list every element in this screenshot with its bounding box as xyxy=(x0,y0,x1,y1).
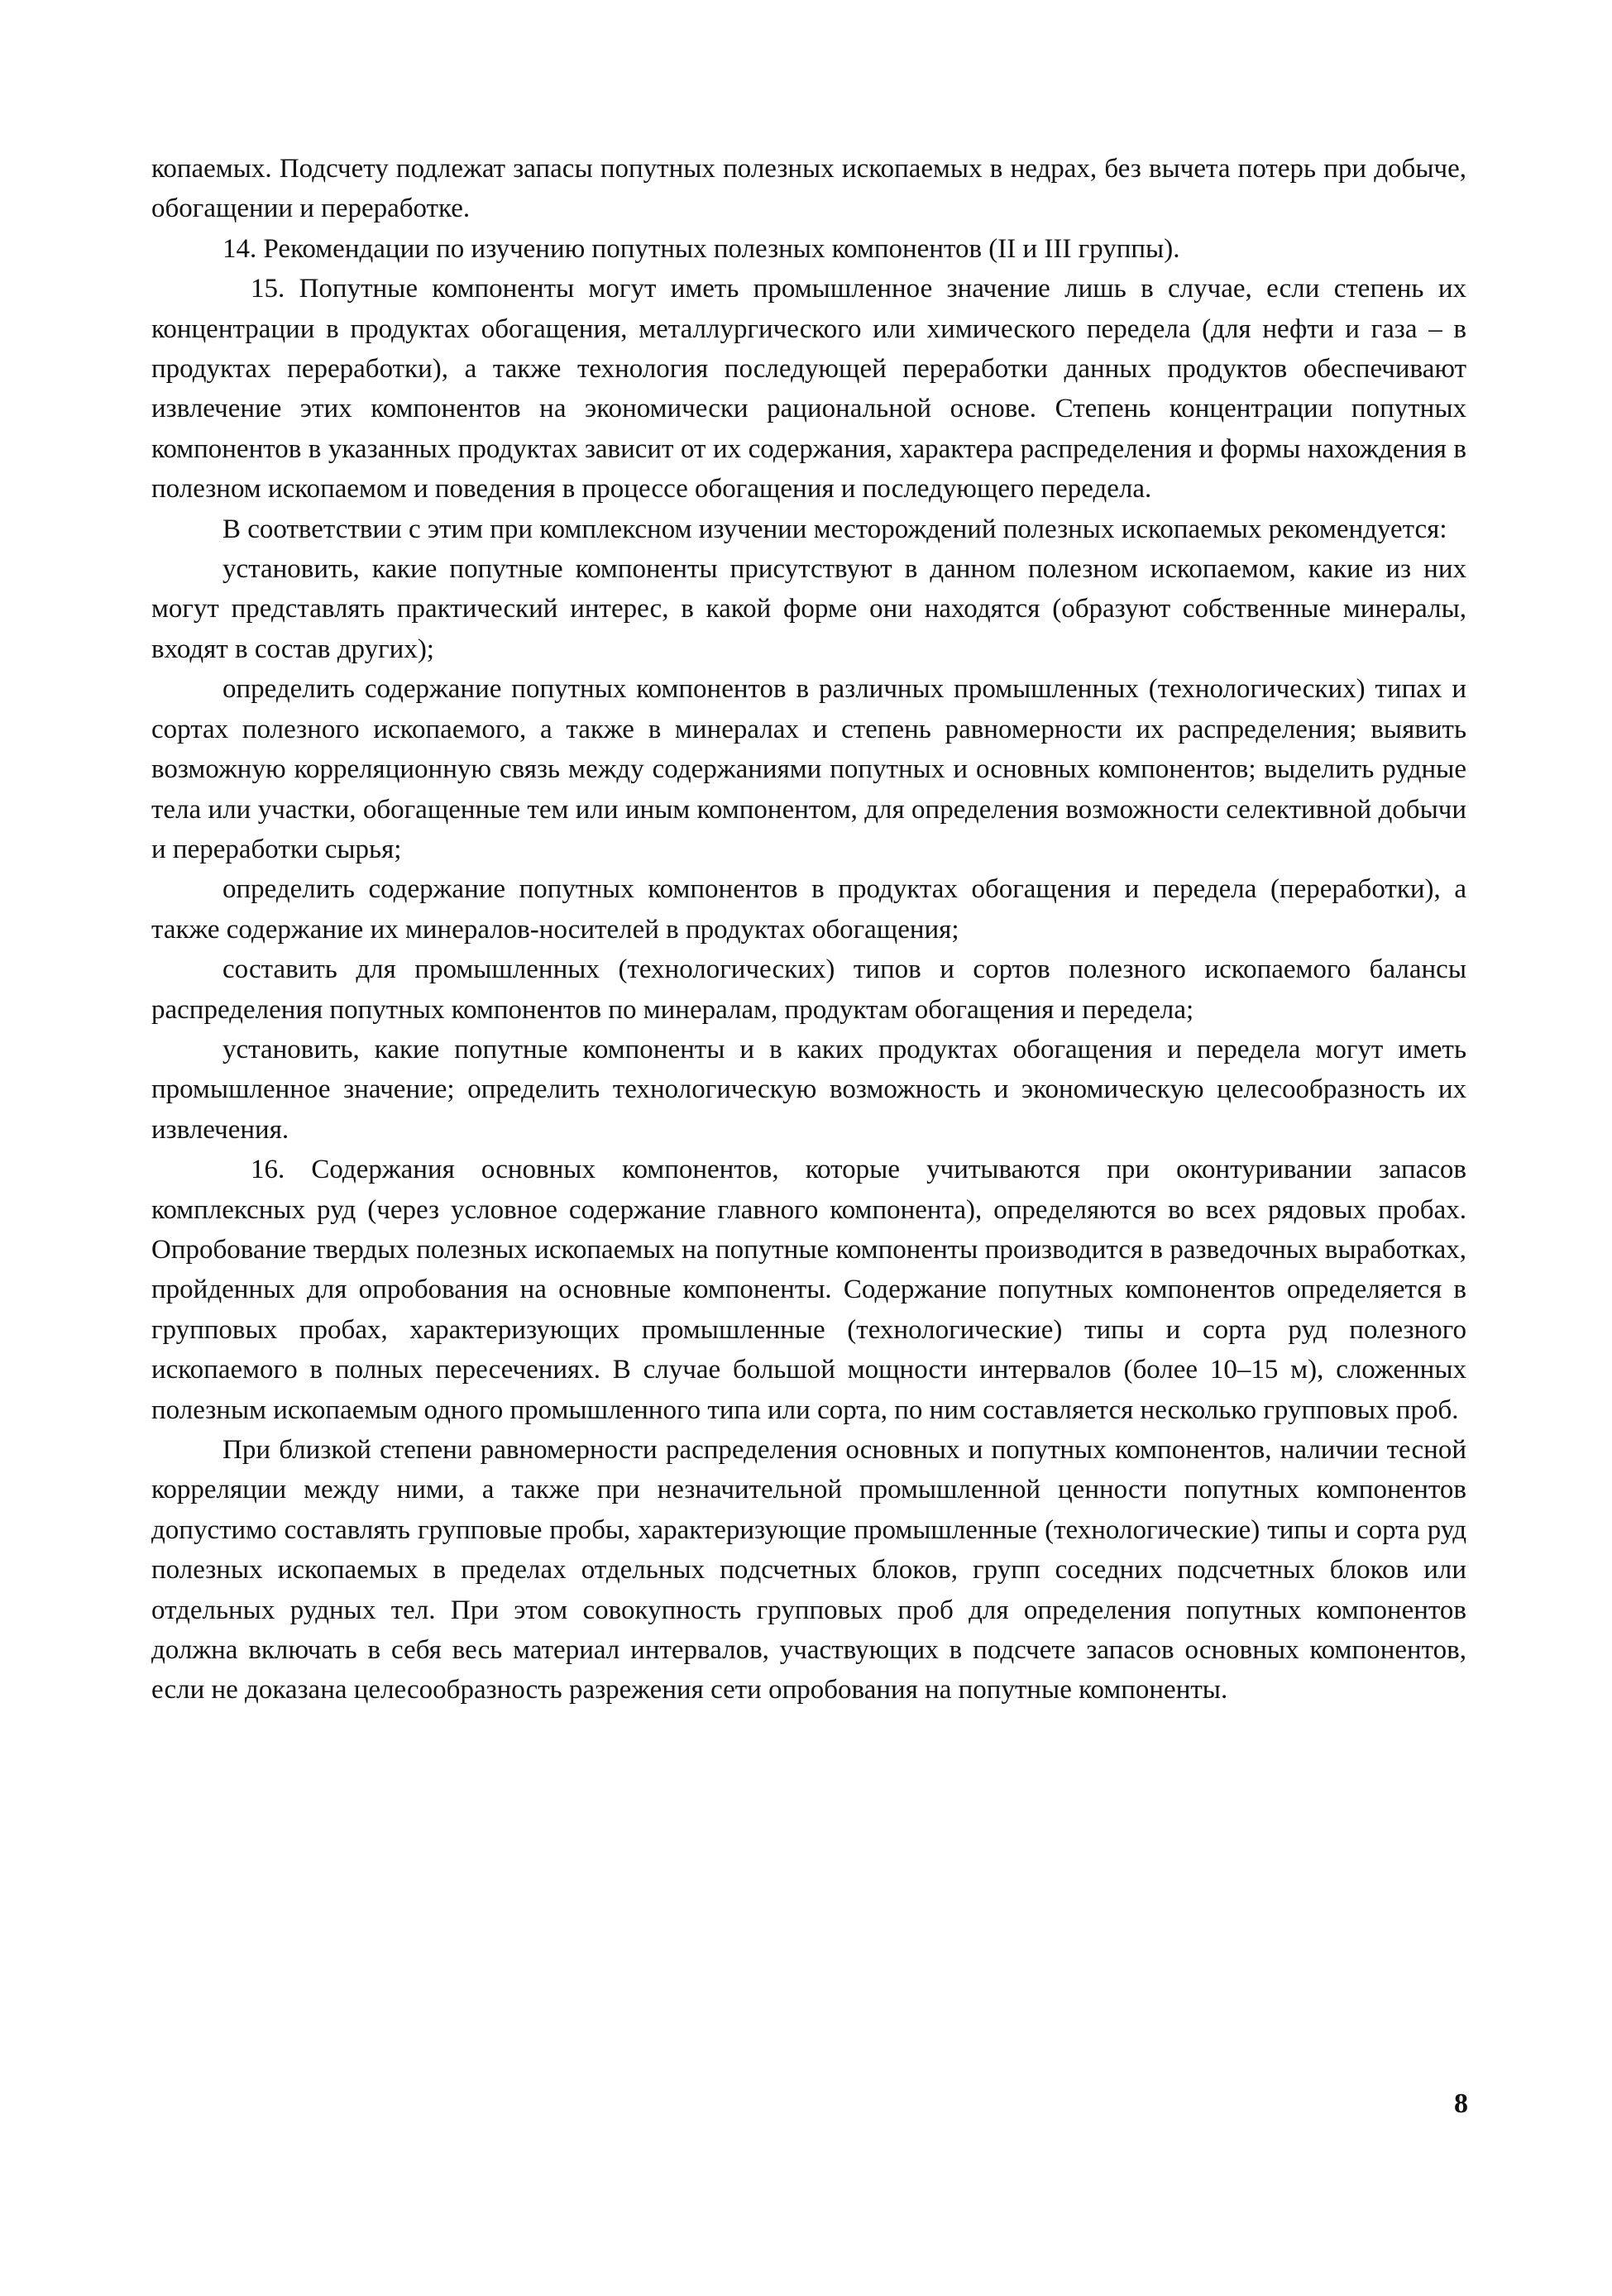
paragraph-section-16: 16. Содержания основных компонентов, которые учитываются при оконтуривании запасов комплексных руд (через условное содержание главного компонента), определяются во всех рядовых пробах. Опробование твердых полезных ископаемых на попутные компоненты производится в разведочных выработках, пройденных для опробования на основные компоненты. Содержание попутных компонентов определяется в групповых пробах, характеризующих промышленные (технологические) типы и сорта руд полезного ископаемого в полных пересечениях. В случае большой мощности интервалов (более 10–15 м), сложенных полезным ископаемым одного промышленного типа или сорта, по ним составляется несколько групповых проб. xyxy=(151,1155,1466,1425)
paragraph-continuation: копаемых. Подсчету подлежат запасы попутных полезных ископаемых в недрах, без вычета потерь при добыче, обогащении и переработке. xyxy=(151,154,1466,224)
paragraph-item-determine-content-types: определить содержание попутных компонентов в различных промышленных (технологических) типах и сортах полезного ископаемого, а также в минералах и степень равномерности их распределения; выявить возможную корреляционную связь между содержаниями попутных и основных компонентов; выделить рудные тела или участки, обогащенные тем или иным компонентом, для определения возможности селективной добычи и переработки сырья; xyxy=(151,674,1466,864)
paragraph-item-establish-significance: установить, какие попутные компоненты и в каких продуктах обогащения и передела могут иметь промышленное значение; определить технологическую возможность и экономическую целесообразность их извлечения. xyxy=(151,1034,1466,1145)
paragraph-section-15: 15. Попутные компоненты могут иметь промышленное значение лишь в случае, если степень их концентрации в продуктах обогащения, металлургического или химического передела (для нефти и газа – в продуктах переработки), а также технология последующей переработки данных продуктов обеспечивают извлечение этих компонентов на экономически рациональной основе. Степень концентрации попутных компонентов в указанных продуктах зависит от их содержания, характера распределения и формы нахождения в полезном ископаемом и поведения в процессе обогащения и последующего передела. xyxy=(151,274,1466,505)
paragraph-recommendations-intro: В соответствии с этим при комплексном изучении месторождений полезных ископаемых рекомендуется: xyxy=(222,514,1447,544)
body-text xyxy=(151,149,1466,1710)
paragraph-item-compile-balances: составить для промышленных (технологических) типов и сортов полезного ископаемого балансы распределения попутных компонентов по минералам, продуктам обогащения и передела; xyxy=(151,954,1466,1025)
page-number: 8 xyxy=(1454,2088,1468,2119)
paragraph-group-samples: При близкой степени равномерности распределения основных и попутных компонентов, наличии тесной корреляции между ними, а также при незначительной промышленной ценности попутных компонентов допустимо составлять групповые пробы, характеризующие промышленные (технологические) типы и сорта руд полезных ископаемых в пределах отдельных подсчетных блоков, групп соседних подсчетных блоков или отдельных рудных тел. При этом совокупность групповых проб для определения попутных компонентов должна включать в себя весь материал интервалов, участвующих в подсчете запасов основных компонентов, если не доказана целесообразность разрежения сети опробования на попутные компоненты. xyxy=(151,1435,1466,1705)
paragraph-section-14: 14. Рекомендации по изучению попутных полезных компонентов (II и III группы). xyxy=(222,233,1180,264)
paragraph-item-establish-components: установить, какие попутные компоненты присутствуют в данном полезном ископаемом, какие из них могут представлять практический интерес, в какой форме они находятся (образуют собственные минералы, входят в состав других); xyxy=(151,554,1466,664)
paragraph-item-determine-content-products: определить содержание попутных компонентов в продуктах обогащения и передела (переработки), а также содержание их минералов-носителей в продуктах обогащения; xyxy=(151,874,1466,945)
